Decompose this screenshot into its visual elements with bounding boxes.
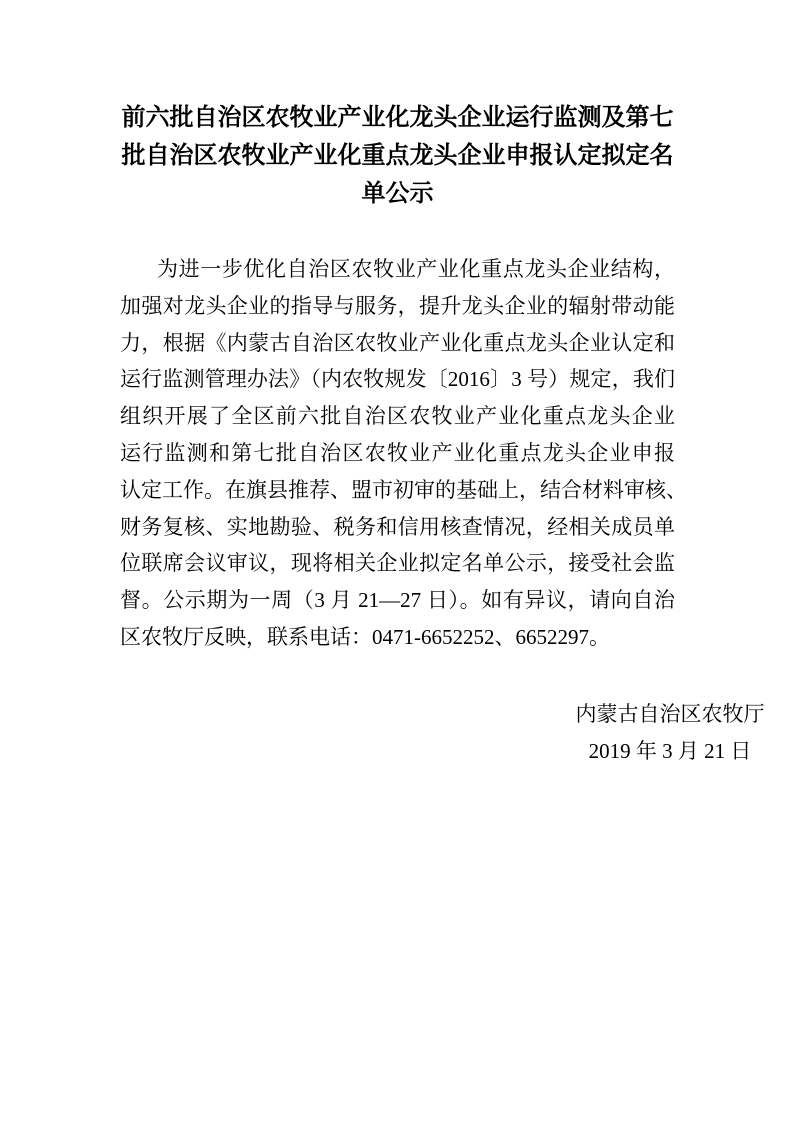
signature-date: 2019 年 3 月 21 日: [588, 738, 752, 763]
document-body: [120, 251, 687, 656]
signature-org: 内蒙古自治区农牧厅: [575, 701, 765, 726]
title-line-3: 单公示: [361, 180, 434, 207]
body-line-6: 运行监测和第七批自治区农牧业产业化重点龙头企业申报: [120, 440, 675, 465]
title-line-2: 批自治区农牧业产业化重点龙头企业申报认定拟定名: [121, 142, 674, 169]
body-line-10: 督。公示期为一周（3 月 21—27 日）。如有异议，请向自治: [120, 588, 675, 613]
signature-block: [510, 696, 793, 770]
body-line-11: 区农牧厅反映，联系电话：0471-6652252、6652297。: [120, 624, 610, 649]
body-line-3: 力，根据《内蒙古自治区农牧业产业化重点龙头企业认定和: [120, 330, 675, 355]
document-content: [120, 99, 765, 770]
body-line-8: 财务复核、实地勘验、税务和信用核查情况，经相关成员单: [120, 514, 675, 539]
document-title: [120, 99, 675, 213]
body-line-2: 加强对龙头企业的指导与服务，提升龙头企业的辐射带动能: [120, 293, 675, 318]
title-line-1: 前六批自治区农牧业产业化龙头企业运行监测及第七: [121, 104, 674, 131]
body-line-9: 位联席会议审议，现将相关企业拟定名单公示，接受社会监: [120, 551, 675, 576]
body-line-5: 组织开展了全区前六批自治区农牧业产业化重点龙头企业: [120, 404, 675, 429]
body-line-1: 为进一步优化自治区农牧业产业化重点龙头企业结构，: [157, 257, 675, 281]
body-line-7: 认定工作。在旗县推荐、盟市初审的基础上，结合材料审核、: [120, 477, 687, 502]
body-line-4: 运行监测管理办法》（内农牧规发〔2016〕3 号）规定，我们: [120, 367, 675, 392]
